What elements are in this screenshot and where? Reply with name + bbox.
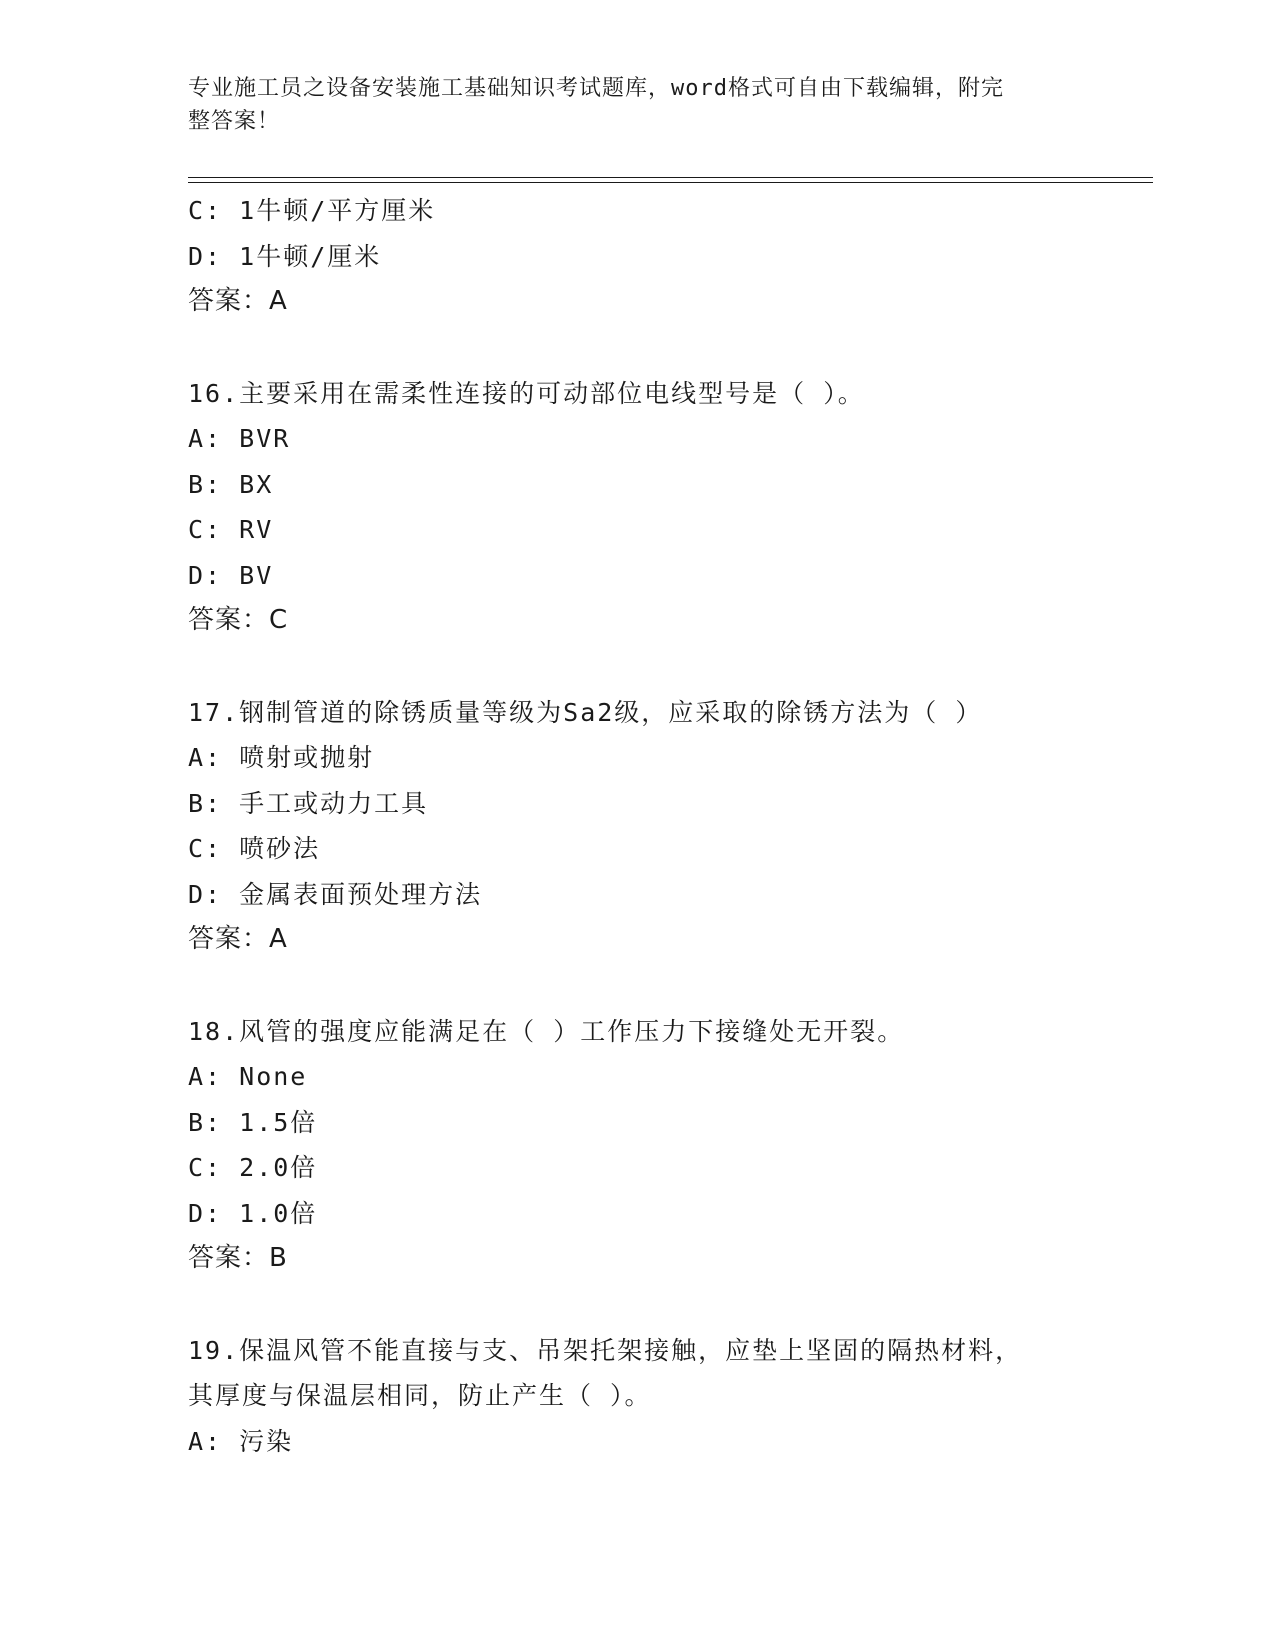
option-a: A: None	[188, 1062, 308, 1091]
option-c: C: RV	[188, 515, 274, 544]
option-a: A: 喷射或抛射	[188, 743, 375, 772]
option-c: C: 2.0倍	[188, 1153, 318, 1182]
option-d: D: 金属表面预处理方法	[188, 879, 483, 909]
spacer	[188, 963, 1088, 1009]
option-d: D: 1.0倍	[188, 1198, 318, 1228]
question-stem: 17.钢制管道的除锈质量等级为Sa2级，应采取的除锈方法为（ ）	[188, 697, 983, 727]
answer-line: 答案：B	[188, 1243, 288, 1273]
question-stem: 19.保温风管不能直接与支、吊架托架接触，应垫上坚固的隔热材料，	[188, 1335, 1023, 1365]
option-b: B: BX	[188, 469, 274, 499]
header-divider-bottom	[188, 182, 1153, 183]
option-a: A: BVR	[188, 424, 291, 453]
header-line-2: 整答案！	[188, 109, 281, 134]
option-d: D: 1牛顿/厘米	[188, 241, 382, 271]
option-d: D: BV	[188, 560, 274, 590]
question-content	[188, 188, 1088, 1464]
option-c: C: 喷砂法	[188, 834, 321, 863]
spacer	[188, 325, 1088, 371]
document-header	[188, 72, 1068, 138]
answer-line: 答案：A	[188, 924, 288, 954]
option-a: A: 污染	[188, 1426, 294, 1456]
spacer	[188, 644, 1088, 690]
option-b: B: 手工或动力工具	[188, 788, 429, 818]
header-divider-top	[188, 177, 1153, 178]
question-stem-continued: 其厚度与保温层相同，防止产生（ ）。	[188, 1381, 652, 1410]
question-stem: 18.风管的强度应能满足在（ ）工作压力下接缝处无开裂。	[188, 1016, 905, 1046]
answer-line: 答案：C	[188, 605, 289, 635]
option-b: B: 1.5倍	[188, 1107, 318, 1137]
spacer	[188, 1282, 1088, 1328]
header-line-1: 专业施工员之设备安装施工基础知识考试题库，word格式可自由下载编辑，附完	[188, 76, 1004, 101]
answer-line: 答案：A	[188, 286, 288, 316]
question-stem: 16.主要采用在需柔性连接的可动部位电线型号是（ ）。	[188, 378, 865, 408]
option-c: C: 1牛顿/平方厘米	[188, 196, 436, 225]
